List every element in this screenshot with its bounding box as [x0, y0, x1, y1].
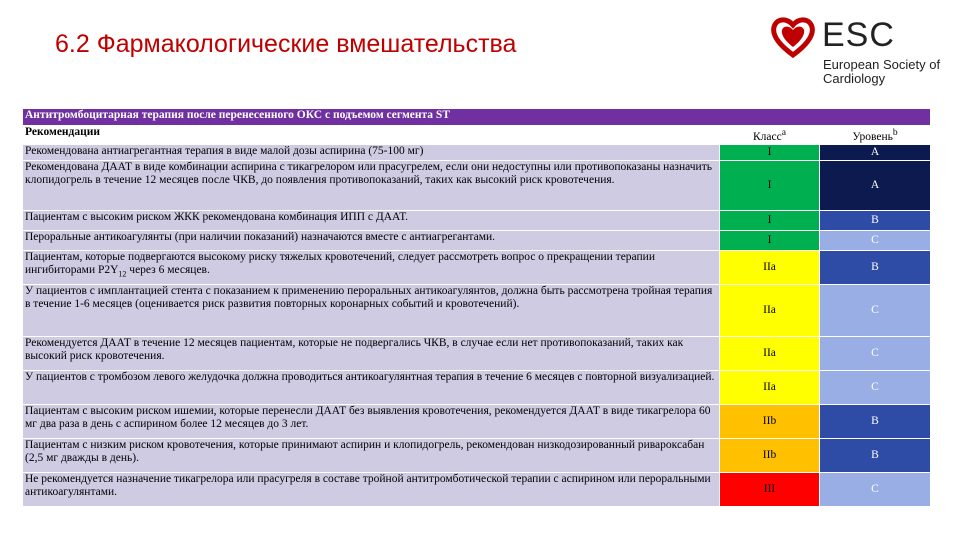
recommendations-table [22, 108, 931, 507]
level-badge: A [820, 160, 931, 210]
class-badge: IIb [720, 404, 820, 438]
column-header-row [23, 126, 931, 145]
class-badge: IIa [720, 336, 820, 370]
class-badge: IIa [720, 284, 820, 336]
recommendation-text-part: Пациентам, которые подвергаются высокому риску тяжелых кровотечений, следует рассмотреть вопрос о прекращении терапии ингибиторами P2Y [25, 250, 655, 276]
heart-icon [770, 14, 816, 60]
recommendation-row [23, 404, 931, 438]
recommendation-text: Пациентам с высоким риском ЖКК рекомендована комбинация ИПП с ДААТ. [23, 210, 720, 230]
recommendation-row [23, 472, 931, 506]
recommendation-text: У пациентов с тромбозом левого желудочка должна проводиться антикоагулянтная терапия в течение 6 месяцев с повторной визуализацией. [23, 370, 720, 404]
class-badge: IIb [720, 438, 820, 472]
class-badge: I [720, 160, 820, 210]
class-badge: IIa [720, 370, 820, 404]
class-badge: I [720, 230, 820, 250]
recommendation-row [23, 250, 931, 284]
column-class [720, 126, 820, 145]
recommendation-row [23, 438, 931, 472]
recommendation-text: Рекомендуется ДААТ в течение 12 месяцев пациентам, которые не подвергались ЧКВ, в случае если нет противопоказаний, таких как высокий риск кровотечения. [23, 336, 720, 370]
recommendation-text: Пероральные антикоагулянты (при наличии показаний) назначаются вместе с антиагрегантами. [23, 230, 720, 250]
recommendation-text: У пациентов с имплантацией стента с показанием к применению пероральных антикоагулянтов, должна быть рассмотрена тройная терапия в течение 1-6 месяцев (оценивается риск развития повторных коронарных событий и кровотечений). [23, 284, 720, 336]
class-badge: I [720, 144, 820, 160]
logo-full-name: European Society of Cardiology [823, 57, 941, 86]
recommendation-text: Рекомендована ДААТ в виде комбинации аспирина с тикагрелором или прасугрелем, если они недоступны или противопоказаны назначить клопидогрель в течение 12 месяцев после ЧКВ, до появления противопоказаний, таких как высокий риск кровотечения. [23, 160, 720, 210]
level-badge: B [820, 404, 931, 438]
recommendation-text [23, 250, 720, 284]
logo-abbreviation: ESC [822, 16, 895, 54]
recommendation-row [23, 336, 931, 370]
class-badge: IIa [720, 250, 820, 284]
recommendation-row [23, 160, 931, 210]
level-badge: A [820, 144, 931, 160]
recommendation-text: Пациентам с высоким риском ишемии, которые перенесли ДААТ без выявления кровотечения, рекомендуется ДААТ в виде тикагрелора 60 мг два раза в день с аспирином более 12 месяцев до 3 лет. [23, 404, 720, 438]
column-level [820, 126, 931, 145]
class-badge: III [720, 472, 820, 506]
recommendation-text: Пациентам с низким риском кровотечения, которые принимают аспирин и клопидогрель, рекомендован низкодозированный ривароксабан (2,5 мг дважды в день). [23, 438, 720, 472]
class-badge: I [720, 210, 820, 230]
recommendation-text: Рекомендована антиагрегантная терапия в виде малой дозы аспирина (75-100 мг) [23, 144, 720, 160]
level-badge: C [820, 284, 931, 336]
recommendation-row [23, 284, 931, 336]
column-level-label: Уровень [852, 130, 893, 143]
level-badge: B [820, 438, 931, 472]
level-badge: B [820, 250, 931, 284]
recommendation-row [23, 230, 931, 250]
recommendation-text-part: через 6 месяцев. [126, 263, 210, 276]
table-header-row [23, 109, 931, 126]
slide-title: 6.2 Фармакологические вмешательства [55, 30, 517, 58]
column-class-label: Класс [753, 130, 782, 143]
level-badge: B [820, 210, 931, 230]
recommendation-row [23, 144, 931, 160]
esc-logo [770, 14, 950, 94]
column-recommendation [23, 126, 720, 145]
level-badge: C [820, 370, 931, 404]
column-recommendation-label: Рекомендации [25, 126, 100, 138]
level-badge: C [820, 336, 931, 370]
recommendation-text-subscript: 12 [118, 269, 127, 279]
level-badge: C [820, 230, 931, 250]
recommendation-row [23, 370, 931, 404]
recommendation-text: Не рекомендуется назначение тикагрелора или прасугреля в составе тройной антитромботической терапии с аспирином или пероральными антикоагулянтами. [23, 472, 720, 506]
column-level-sup: b [892, 127, 898, 138]
column-class-sup: a [781, 127, 786, 138]
level-badge: C [820, 472, 931, 506]
recommendation-row [23, 210, 931, 230]
table-header: Антитромбоцитарная терапия после перенесенного ОКС с подъемом сегмента ST [23, 109, 931, 126]
